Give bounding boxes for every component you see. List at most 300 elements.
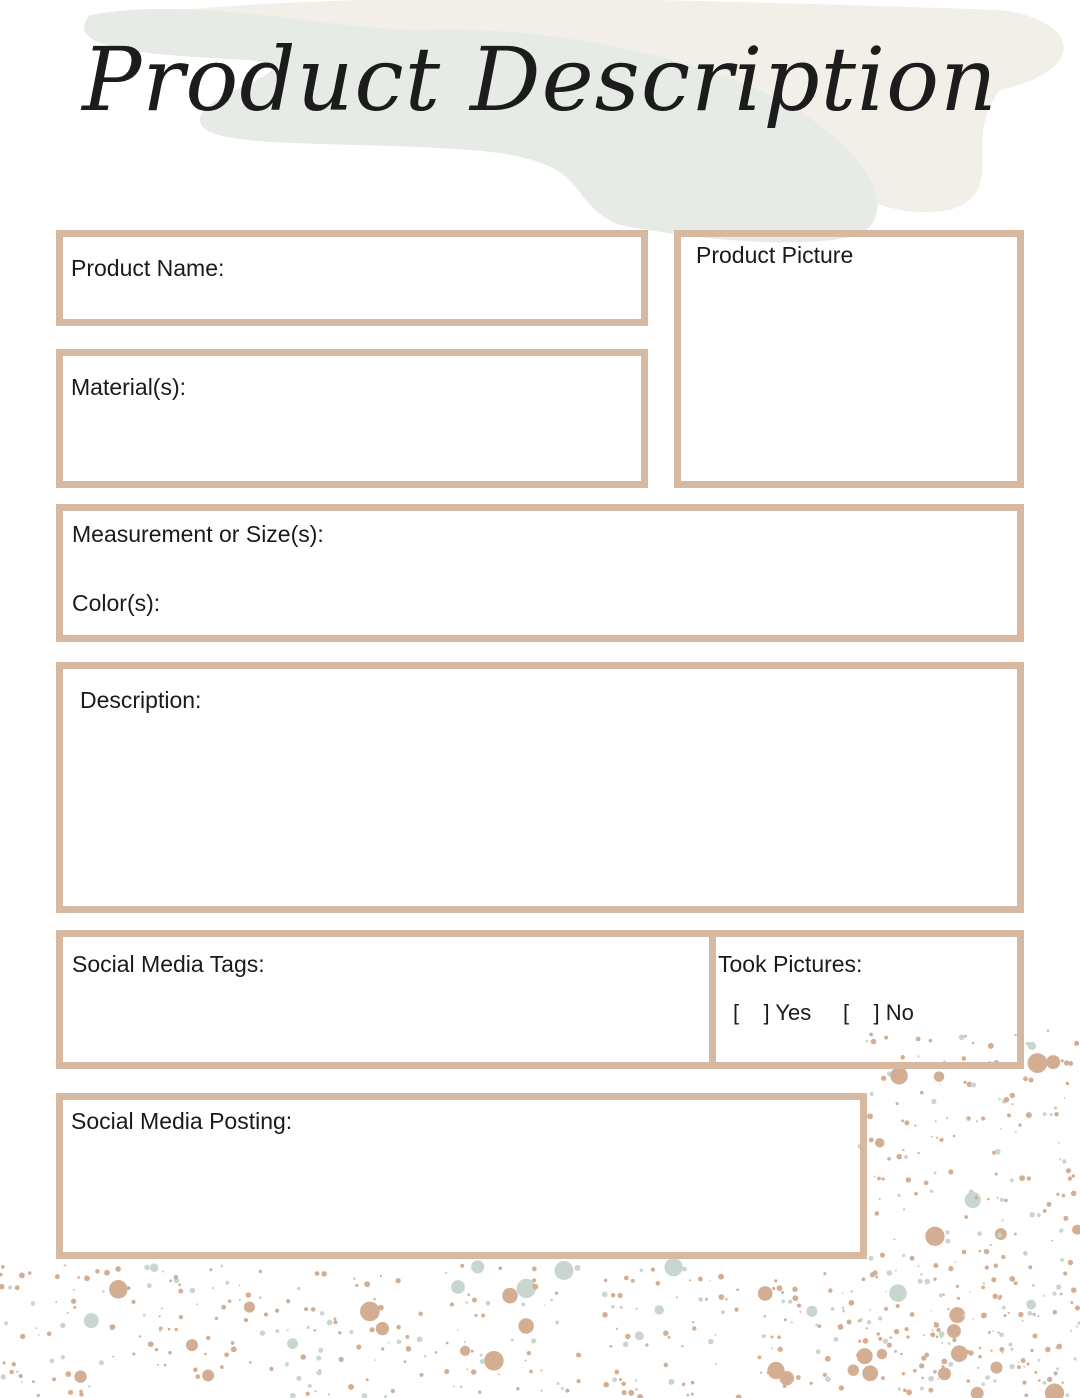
speckle (174, 1328, 177, 1331)
speckle (931, 1310, 933, 1312)
speckle (736, 1394, 742, 1398)
speckle (1045, 1347, 1051, 1353)
speckle (767, 1371, 770, 1374)
speckle (304, 1307, 308, 1311)
speckle (143, 1314, 146, 1317)
speckle (362, 1393, 367, 1398)
speckle (1070, 1301, 1073, 1304)
speckle (715, 1363, 717, 1365)
speckle (1068, 1061, 1073, 1066)
speckle (762, 1334, 766, 1338)
speckle (50, 1359, 55, 1364)
speckle (472, 1298, 477, 1303)
speckle (620, 1306, 622, 1308)
speckle (1059, 1228, 1063, 1232)
speckle (977, 1231, 982, 1236)
speckle (1058, 1142, 1060, 1144)
speckle (879, 1198, 881, 1200)
speckle (1056, 1344, 1062, 1350)
speckle (31, 1301, 36, 1306)
product-name-field[interactable] (56, 230, 648, 326)
speckle (110, 1324, 116, 1330)
speckle (709, 1280, 711, 1282)
speckle (934, 1322, 939, 1327)
speckle (849, 1300, 855, 1306)
speckle (863, 1338, 869, 1344)
speckle (924, 1181, 929, 1186)
speckle (788, 1299, 792, 1303)
speckle (881, 1177, 884, 1180)
speckle (300, 1354, 306, 1360)
speckle (979, 1347, 982, 1350)
speckle (178, 1283, 181, 1286)
speckle (682, 1267, 687, 1272)
speckle (887, 1157, 891, 1161)
speckle (778, 1347, 783, 1352)
speckle (939, 1138, 943, 1142)
social-tags-pictures-field (56, 930, 1024, 1069)
speckle (663, 1330, 669, 1336)
speckle (774, 1279, 777, 1282)
speckle (705, 1298, 708, 1301)
speckle (906, 1177, 912, 1183)
speckle (900, 1353, 903, 1356)
speckle (565, 1389, 569, 1393)
speckle (1045, 1384, 1064, 1398)
speckle (637, 1394, 643, 1398)
speckle (993, 1294, 998, 1299)
speckle (848, 1364, 859, 1375)
speckle (453, 1386, 455, 1388)
speckle (541, 1390, 543, 1392)
speckle (631, 1279, 635, 1283)
speckle (965, 1192, 981, 1208)
speckle (532, 1284, 538, 1290)
speckle (998, 1098, 1001, 1101)
speckle (618, 1293, 623, 1298)
speckle (1008, 1312, 1010, 1314)
speckle (131, 1300, 135, 1304)
speckle (550, 1298, 553, 1301)
speckle (893, 1238, 895, 1240)
materials-field[interactable] (56, 349, 648, 488)
speckle (997, 1233, 1002, 1238)
speckle (308, 1384, 312, 1388)
speckle (313, 1329, 316, 1332)
speckle (923, 1334, 925, 1336)
speckle (381, 1347, 384, 1350)
speckle (948, 1342, 951, 1345)
speckle (1054, 1112, 1059, 1117)
speckle (1051, 1240, 1053, 1242)
speckle (686, 1394, 689, 1397)
speckle (796, 1375, 801, 1380)
speckle (877, 1332, 880, 1335)
speckle (931, 1136, 933, 1138)
speckle (972, 1318, 974, 1320)
speckle (15, 1285, 20, 1290)
speckle (264, 1312, 268, 1316)
speckle (887, 1343, 892, 1348)
speckle (1000, 1128, 1002, 1130)
speckle (168, 1328, 171, 1331)
product-picture-label: Product Picture (696, 242, 854, 268)
speckle (498, 1266, 502, 1270)
speckle (311, 1307, 316, 1312)
page-title: Product Description (82, 28, 998, 131)
measurement-color-field[interactable] (56, 504, 1024, 642)
speckle (894, 1350, 897, 1353)
speckle (869, 1309, 871, 1311)
speckle (0, 1284, 4, 1289)
speckle (760, 1371, 762, 1373)
description-field[interactable] (56, 662, 1024, 913)
speckle (1007, 1113, 1011, 1117)
speckle (867, 1113, 873, 1119)
speckle (870, 1092, 874, 1096)
speckle (178, 1289, 183, 1294)
speckle (858, 1340, 861, 1343)
speckle (917, 1265, 919, 1267)
speckle (928, 1376, 934, 1382)
speckle (1019, 1175, 1025, 1181)
speckle (791, 1321, 793, 1323)
speckle (936, 1328, 940, 1332)
speckle (315, 1271, 320, 1276)
speckle (635, 1379, 637, 1381)
speckle (919, 1363, 924, 1368)
speckle (867, 1320, 872, 1325)
speckle (984, 1249, 989, 1254)
speckle (904, 1120, 909, 1125)
speckle (914, 1192, 918, 1196)
speckle (555, 1321, 559, 1325)
speckle (1010, 1178, 1014, 1182)
speckle (971, 1353, 973, 1355)
speckle (168, 1351, 172, 1355)
speckle (471, 1350, 474, 1353)
speckle (321, 1271, 326, 1276)
speckle (734, 1307, 738, 1311)
speckle (486, 1301, 491, 1306)
speckle (320, 1311, 324, 1315)
speckle (758, 1355, 762, 1359)
speckle (1068, 1176, 1072, 1180)
speckle (460, 1346, 470, 1356)
speckle (721, 1310, 725, 1314)
speckle (360, 1302, 380, 1322)
speckle (61, 1355, 65, 1359)
speckle (1071, 1191, 1076, 1196)
speckle (930, 1332, 935, 1337)
speckle (878, 1316, 882, 1320)
speckle (204, 1353, 207, 1356)
speckle (635, 1388, 638, 1391)
speckle (286, 1299, 290, 1303)
speckle (246, 1292, 251, 1297)
speckle (228, 1299, 232, 1303)
speckle (910, 1312, 915, 1317)
speckle (578, 1354, 581, 1357)
speckle (540, 1369, 542, 1371)
speckle (1047, 1377, 1052, 1382)
speckle (4, 1321, 8, 1325)
speckle (450, 1302, 454, 1306)
speckle (480, 1354, 483, 1357)
speckle (860, 1318, 863, 1321)
speckle (777, 1285, 783, 1291)
speckle (174, 1275, 179, 1280)
speckle (1070, 1330, 1072, 1332)
speckle (1018, 1362, 1020, 1364)
speckle (1039, 1058, 1044, 1063)
speckle (275, 1309, 279, 1313)
speckle (8, 1285, 12, 1289)
speckle (877, 1349, 887, 1359)
materials-label: Material(s): (71, 374, 187, 400)
speckle (981, 1312, 987, 1318)
speckle (529, 1370, 533, 1374)
speckle (913, 1369, 917, 1373)
speckle (862, 1277, 866, 1281)
speckle (511, 1339, 514, 1342)
speckle (1043, 1209, 1047, 1213)
speckle (1026, 1300, 1036, 1310)
speckle (896, 1154, 902, 1160)
speckle (781, 1291, 784, 1294)
speckle (1037, 1315, 1039, 1317)
speckle (1030, 1349, 1033, 1352)
speckle (981, 1286, 985, 1290)
speckle (12, 1362, 16, 1366)
speckle (870, 1272, 875, 1277)
speckle (1034, 1371, 1037, 1374)
speckle (918, 1279, 923, 1284)
speckle (609, 1345, 612, 1348)
speckle (1046, 1202, 1051, 1207)
speckle (1018, 1123, 1021, 1126)
no-checkbox[interactable]: [ ] No (843, 1000, 914, 1025)
speckle (1073, 1357, 1076, 1360)
speckle (998, 1331, 1000, 1333)
speckle (692, 1326, 696, 1330)
speckle (995, 1149, 1001, 1155)
speckle (930, 1190, 934, 1194)
speckle (866, 1327, 868, 1329)
speckle (16, 1370, 19, 1373)
yes-checkbox[interactable]: [ ] Yes (733, 1000, 812, 1025)
speckle (109, 1280, 128, 1299)
speckle (1060, 1293, 1063, 1296)
speckle (221, 1305, 226, 1310)
speckle (910, 1256, 915, 1261)
speckle (1054, 1371, 1058, 1375)
speckle (348, 1384, 354, 1390)
speckle (84, 1275, 90, 1281)
speckle (920, 1091, 924, 1095)
speckle (224, 1352, 229, 1357)
speckle (651, 1267, 655, 1271)
speckle (890, 1067, 907, 1084)
speckle (939, 1084, 941, 1086)
speckle (603, 1382, 609, 1388)
speckle (1074, 1041, 1079, 1046)
speckle (161, 1308, 163, 1310)
product-picture-field[interactable] (674, 230, 1024, 488)
speckle (681, 1345, 683, 1347)
speckle (698, 1297, 703, 1302)
speckle (994, 1264, 999, 1269)
speckle (635, 1331, 644, 1340)
speckle (869, 1256, 874, 1261)
speckle (947, 1308, 949, 1310)
speckle (1028, 1265, 1032, 1269)
social-posting-field[interactable] (56, 1093, 867, 1259)
speckle (920, 1386, 924, 1390)
speckle (555, 1292, 558, 1295)
speckle (783, 1384, 787, 1388)
speckle (1014, 1233, 1017, 1236)
speckle (906, 1390, 912, 1396)
speckle (36, 1327, 38, 1329)
speckle (1059, 1158, 1061, 1160)
speckle (948, 1362, 953, 1367)
speckle (1010, 1364, 1015, 1369)
speckle (792, 1295, 798, 1301)
speckle (877, 1177, 881, 1181)
speckle (55, 1274, 60, 1279)
speckle (1052, 1292, 1056, 1296)
speckle (902, 1149, 904, 1151)
speckle (1047, 1029, 1049, 1031)
speckle (831, 1307, 835, 1311)
description-label: Description: (80, 687, 202, 713)
speckle (21, 1381, 23, 1383)
speckle (396, 1325, 400, 1329)
speckle (1056, 1367, 1059, 1370)
speckle (179, 1315, 183, 1319)
speckle (625, 1334, 631, 1340)
speckle (79, 1390, 82, 1393)
speckle (1060, 1258, 1064, 1262)
speckle (364, 1281, 370, 1287)
speckle (1058, 1392, 1060, 1394)
speckle (139, 1335, 141, 1337)
speckle (640, 1268, 643, 1271)
speckle (1068, 1260, 1073, 1265)
speckle (186, 1339, 198, 1351)
speckle (155, 1348, 159, 1352)
speckle (1054, 1106, 1057, 1109)
speckle (784, 1318, 787, 1321)
speckle (225, 1281, 229, 1285)
speckle (285, 1362, 289, 1366)
speckle (905, 1327, 909, 1331)
speckle (1076, 1325, 1078, 1327)
speckle (957, 1297, 960, 1300)
speckle (668, 1379, 674, 1385)
speckle (220, 1365, 224, 1369)
speckle (1027, 1362, 1030, 1365)
speckle (1065, 1393, 1069, 1397)
speckle (842, 1307, 844, 1309)
speckle (328, 1393, 330, 1395)
speckle (193, 1368, 198, 1373)
speckle (816, 1349, 821, 1354)
speckle (682, 1383, 685, 1386)
speckle (935, 1120, 937, 1122)
speckle (998, 1297, 1001, 1300)
speckle (169, 1279, 172, 1282)
speckle (159, 1330, 161, 1332)
speckle (1017, 1365, 1021, 1369)
speckle (917, 1152, 919, 1154)
speckle (903, 1208, 906, 1211)
speckle (471, 1260, 484, 1273)
speckle (946, 1230, 950, 1234)
speckle (901, 1119, 904, 1122)
speckle (1066, 1082, 1070, 1086)
speckle (676, 1297, 678, 1299)
speckle (18, 1374, 22, 1378)
speckle (88, 1385, 91, 1388)
speckle (1056, 1193, 1059, 1196)
speckle (1010, 1093, 1015, 1098)
speckle (797, 1304, 801, 1308)
speckle (127, 1286, 131, 1290)
speckle (997, 1367, 1001, 1371)
speckle (516, 1387, 520, 1391)
speckle (999, 1332, 1004, 1337)
speckle (544, 1304, 546, 1306)
product-name-label: Product Name: (71, 255, 225, 281)
speckle (484, 1351, 504, 1371)
speckle (239, 1299, 241, 1301)
speckle (1043, 1381, 1047, 1385)
speckle (921, 1377, 924, 1380)
speckle (948, 1169, 953, 1174)
speckle (150, 1263, 159, 1272)
speckle (460, 1386, 462, 1388)
speckle (725, 1298, 727, 1300)
speckle (1009, 1276, 1015, 1282)
speckle (896, 1304, 900, 1308)
speckle (842, 1309, 845, 1312)
speckle (65, 1371, 71, 1377)
speckle (1023, 1076, 1028, 1081)
speckle (619, 1378, 622, 1381)
speckle (297, 1287, 300, 1290)
speckle (934, 1171, 937, 1174)
speckle (936, 1336, 939, 1339)
speckle (947, 1324, 961, 1338)
speckle (881, 1076, 886, 1081)
speckle (636, 1308, 638, 1310)
speckle (689, 1279, 691, 1281)
speckle (898, 1387, 901, 1390)
speckle (1004, 1199, 1008, 1203)
speckle (1002, 1352, 1004, 1354)
speckle (981, 1382, 985, 1386)
speckle (987, 1198, 990, 1201)
speckle (612, 1377, 617, 1382)
speckle (260, 1330, 265, 1335)
speckle (966, 1379, 969, 1382)
speckle (532, 1278, 536, 1282)
speckle (985, 1375, 990, 1380)
speckle (531, 1338, 536, 1343)
speckle (64, 1264, 66, 1266)
